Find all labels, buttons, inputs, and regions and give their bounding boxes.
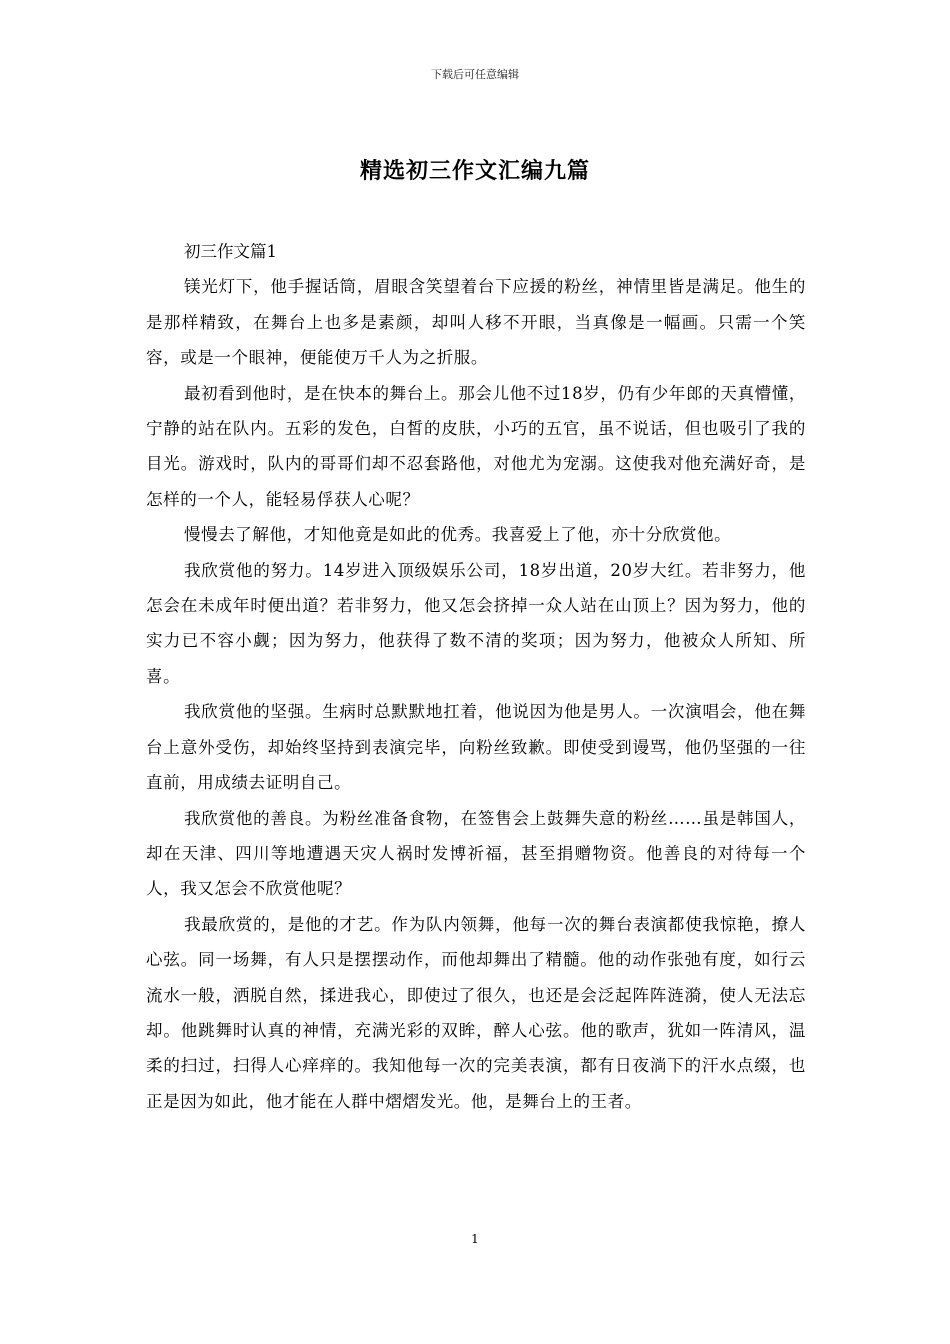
page-number: 1 — [471, 1232, 479, 1246]
document-body — [146, 234, 806, 1119]
paragraph-4: 我欣赏他的努力。14岁进入顶级娱乐公司，18岁出道，20岁大红。若非努力，他怎会在未成年时便出道？若非努力，他又怎会挤掉一众人站在山顶上？因为努力，他的实力已不容小觑；因为努力，他获得了数不清的奖项；因为努力，他被众人所知、所喜。 — [146, 560, 806, 686]
section-heading: 初三作文篇1 — [184, 242, 277, 261]
page-header-note: 下载后可任意编辑 — [431, 68, 519, 81]
paragraph-7: 我最欣赏的，是他的才艺。作为队内领舞，他每一次的舞台表演都使我惊艳，撩人心弦。同一场舞，有人只是摆摆动作，而他却舞出了精髓。他的动作张弛有度，如行云流水一般，洒脱自然，揉进我心，即使过了很久，也还是会泛起阵阵涟漪，使人无法忘却。他跳舞时认真的神情，充满光彩的双眸，醉人心弦。他的歌声，犹如一阵清风，温柔的扫过，扫得人心痒痒的。我知他每一次的完美表演，都有日夜淌下的汗水点缀，也正是因为如此，他才能在人群中熠熠发光。他，是舞台上的王者。 — [146, 914, 806, 1111]
paragraph-6: 我欣赏他的善良。为粉丝准备食物，在签售会上鼓舞失意的粉丝……虽是韩国人，却在天津、四川等地遭遇天灾人祸时发博祈福，甚至捐赠物资。他善良的对待每一个人，我又怎会不欣赏他呢？ — [146, 808, 806, 899]
paragraph-2: 最初看到他时，是在快本的舞台上。那会儿他不过18岁，仍有少年郎的天真懵懂，宁静的站在队内。五彩的发色，白皙的皮肤，小巧的五官，虽不说话，但也吸引了我的目光。游戏时，队内的哥哥们却不忍套路他，对他尤为宠溺。这使我对他充满好奇，是怎样的一个人，能轻易俘获人心呢？ — [146, 383, 806, 509]
paragraph-3: 慢慢去了解他，才知他竟是如此的优秀。我喜爱上了他，亦十分欣赏他。 — [184, 525, 732, 545]
paragraph-1: 镁光灯下，他手握话筒，眉眼含笑望着台下应援的粉丝，神情里皆是满足。他生的是那样精致，在舞台上也多是素颜，却叫人移不开眼，当真像是一幅画。只需一个笑容，或是一个眼神，便能使万千人为之折服。 — [146, 277, 806, 368]
paragraph-5: 我欣赏他的坚强。生病时总默默地扛着，他说因为他是男人。一次演唱会，他在舞台上意外受伤，却始终坚持到表演完毕，向粉丝致歉。即使受到谩骂，他仍坚强的一往直前，用成绩去证明自己。 — [146, 702, 806, 793]
document-title: 精选初三作文汇编九篇 — [359, 158, 590, 184]
